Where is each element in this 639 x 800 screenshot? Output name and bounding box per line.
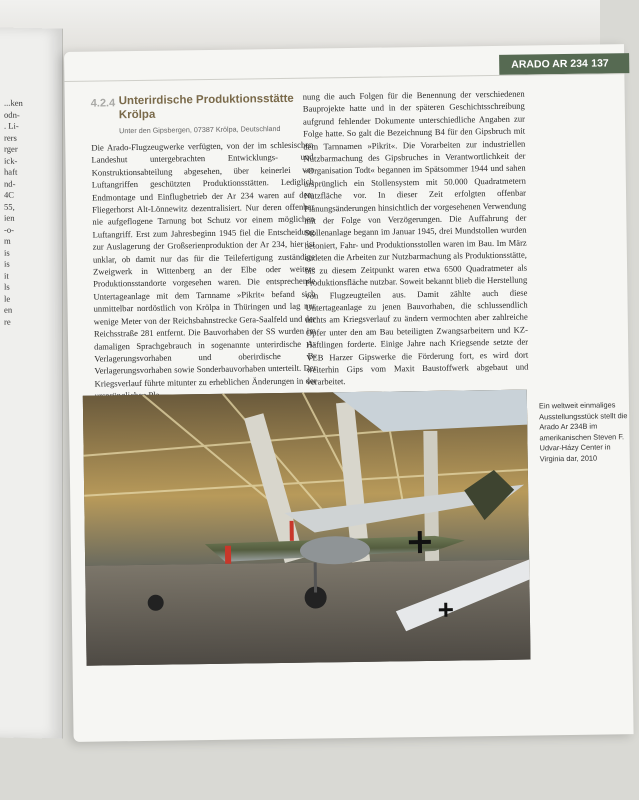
aircraft-photo — [83, 390, 531, 666]
left-page — [0, 27, 63, 738]
aircraft-photo-image — [83, 390, 531, 666]
section-number: 4.2.4 — [90, 97, 116, 110]
book-page — [64, 44, 634, 742]
header-divider — [64, 73, 624, 82]
page-number: 137 — [591, 57, 609, 70]
body-column-1: Die Arado-Flugzeugwerke verfügten, von der im schlesischen Landeshut untergebrachten Entwicklungs- und Konstruktionsabteilung abgesehen, über keinerlei vor Luftangriffen geschützten Produktionsstätten. Lediglich Endmontage und Einflugbetrieb der Ar 234 waren auf dem Fliegerhorst Alt-Lönnewitz dezentralisiert. Nur deren offenbar nie aufgeflogene Tarnung bot Schutz vor einem möglichen Luftangriff. Erst zum Jahresbeginn 1945 fiel die Entscheidung zur Auslagerung der Großserienproduktion der Ar 234, hier ist unklar, ob damit nur das für die Teilefertigung zuständige Zweigwerk in Wittenberg an der Elbe oder weitere Produktionsstandorte vorgesehen waren. Die entsprechende Untertageanlage mit dem Tarnname »Pikrit« befand sich unmittelbar nordöstlich von Krölpa in Thüringen und lag nur wenige Meter von der Reichsbahnstrecke Gera-Saalfeld und der Reichsstraße 281 entfernt. Die Bauvorhaben der SS wurden im damaligen Sprachgebrauch in sogenannte unterirdische A-Verlagerungsvorhaben und oberirdische B-Verlagerungsvorhaben sowie Sonderbauvorhaben unterteilt. Der Kriegsverlauf führte mitunter zu erheblichen Änderungen in der — [91, 139, 317, 389]
running-header — [499, 53, 629, 75]
photo-caption: Ein weltweit einmaliges Ausstellungsstück stellt die Arado Ar 234B im amerikanischen Steven F. Udvar-Házy Center in Virginia dar, 2010 — [538, 400, 628, 463]
section-title: Unterirdische Produktionsstätte Krölpa — [118, 92, 294, 122]
running-header-title: ARADO AR 234 — [511, 57, 588, 71]
section-subtitle: Unter den Gipsbergen, 07387 Krölpa, Deutschland — [119, 123, 281, 136]
body-column-2: nung die auch Folgen für die Benennung der verschiedenen Bauprojekte hatte und in der späteren Geschichtsschreibung aufgrund fehlender Dokumente unterschiedliche Angaben zur Folge hatte. So galt die Bezeichnung B4 für den Gipsbruch mit dem Tarnnamen »Pikrit«. Die Vorarbeiten zur industriellen Nutzbarmachung des Gipsbruches in Verantwortlichkeit der »Organisation Todt« begannen im Spätsommer 1944 und sahen ursprünglich ein Stollensystem mit 50.000 Quadratmetern Nutzfläche vor. In dieser Zeit erfolgten offenbar Planungsänderungen hinsichtlich der vorgesehenen Verwendung mit der Folge von Verzögerungen. Die Auffahrung der Stollenanlage begann im Januar 1945, drei Mundstollen wurden betoniert, Fahr- und Produktionsstollen waren im Bau. Im März endeten die Arbeiten zur Nutzbarmachung als Produktionsstätte, bis zu diesem Zeitpunkt waren etwa 6500 Quadratmeter als Produktionsfläche nutzbar. Soweit bekannt blieb die Herstellung von Flugzeugteilen aus. Damit zählte auch diese Untertageanlage zu jenen Bauvorhaben, die schlussendlich nichts am Kriegsverlauf zu ändern vermochten aber zahlreiche Opfer unter den am Bau beteiligten Zwangsarbeitern und KZ-Häftlingen forderte. Einige Jahre nach Kriegsende setzte der VEB Harzer Gipswerke die Förderung fort, es wird dort weiterhin Gips vom Maxit Baustoffwerk abgebaut und verarbeitet. — [302, 88, 529, 387]
left-page-fragment: ...ken odn- . Li- rers rger ick- haft nd- 4C 55, ien -o- m is is it ls le en re — [4, 97, 23, 327]
